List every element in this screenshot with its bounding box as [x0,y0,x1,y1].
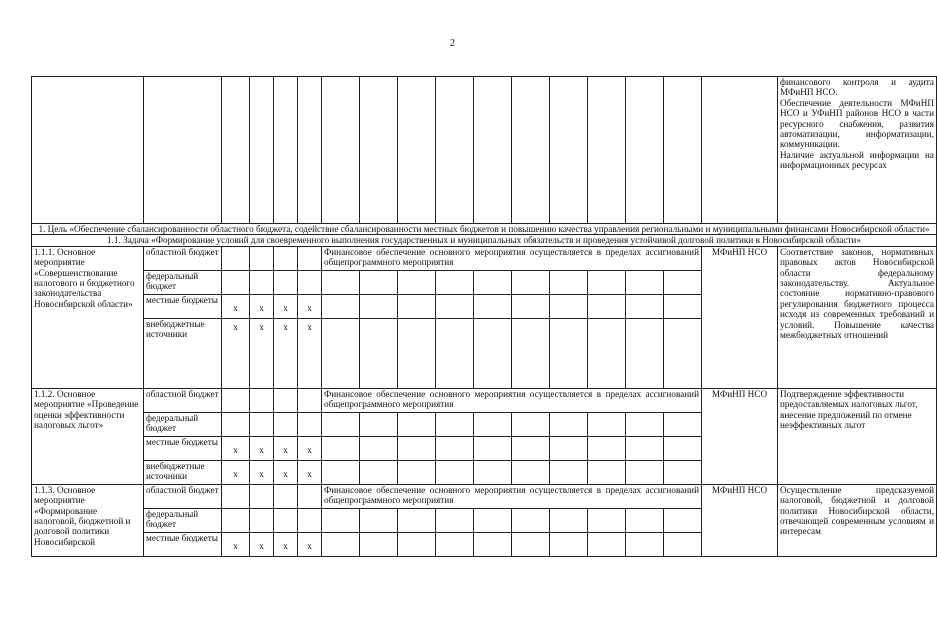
empty-cell [322,436,360,460]
empty-cell [360,436,398,460]
empty-cell [222,77,250,224]
empty-cell [550,532,588,556]
activity-row [32,484,937,508]
empty-cell [322,77,360,224]
funding-source: федеральный бюджет [144,412,222,436]
funding-source: местные бюджеты [144,532,222,556]
funding-note: Финансовое обеспечение основного мероприятия осуществляется в пределах ассигнований общепрограммного мероприятия [322,388,702,412]
empty-cell [664,460,702,484]
empty-cell [398,532,436,556]
mark-cell: x [222,318,250,388]
activity-name: 1.1.3. Основное мероприятие «Формирование налоговой, бюджетной и долговой политики Новосибирской [32,484,144,556]
empty-cell [512,508,550,532]
empty-cell [436,436,474,460]
mark-cell: x [222,294,250,318]
mark-cell: x [222,532,250,556]
funding-note: Финансовое обеспечение основного мероприятия осуществляется в пределах ассигнований общепрограммного мероприятия [322,484,702,508]
empty-cell [32,77,144,224]
empty-cell [474,508,512,532]
empty-cell [436,318,474,388]
funding-source: внебюджетные источники [144,460,222,484]
activity-name: 1.1.2. Основное мероприятие «Проведение оценки эффективности налоговых льгот» [32,388,144,484]
executor: МФиНП НСО [702,484,778,556]
funding-note: Финансовое обеспечение основного мероприятия осуществляется в пределах ассигнований общепрограммного мероприятия [322,246,702,270]
empty-cell [550,294,588,318]
empty-cell [398,436,436,460]
goal-text: 1. Цель «Обеспечение сбалансированности областного бюджета, содействие сбалансированности местных бюджетов и повышению качества управления региональными и муниципальными финансами Новосибирской области» [32,224,937,235]
mark-cell [222,270,250,294]
mark-cell [274,246,298,270]
empty-cell [626,294,664,318]
funding-source: областной бюджет [144,246,222,270]
executor: МФиНП НСО [702,246,778,388]
mark-cell [222,412,250,436]
empty-cell [436,412,474,436]
empty-cell [474,436,512,460]
mark-cell: x [250,294,274,318]
executor: МФиНП НСО [702,388,778,484]
empty-cell [322,508,360,532]
empty-cell [398,412,436,436]
mark-cell [222,508,250,532]
goal-row [32,224,937,235]
expected-result: Осуществление предсказуемой налоговой, бюджетной и долговой политики Новосибирской области, отвечающей современным условиям и интересам [778,484,937,556]
mark-cell [298,412,322,436]
mark-cell: x [298,294,322,318]
empty-cell [474,532,512,556]
empty-cell [626,460,664,484]
mark-cell [274,270,298,294]
empty-cell [626,77,664,224]
empty-cell [474,460,512,484]
empty-cell [398,318,436,388]
empty-cell [550,508,588,532]
mark-cell [250,412,274,436]
empty-cell [474,294,512,318]
funding-source: местные бюджеты [144,436,222,460]
empty-cell [664,77,702,224]
empty-cell [322,270,360,294]
empty-cell [398,77,436,224]
mark-cell: x [274,460,298,484]
empty-cell [512,294,550,318]
empty-cell [360,318,398,388]
empty-cell [398,270,436,294]
empty-cell [588,77,626,224]
expected-result: Соответствие законов, нормативных правовых актов Новосибирской области федеральному законодательству. Актуальное состояние нормативно-правового регулирования бюджетного процесса исходя из современных требований и условий. Повышение качества межбюджетных отношений [778,246,937,388]
mark-cell: x [222,436,250,460]
empty-cell [664,412,702,436]
funding-source: федеральный бюджет [144,508,222,532]
empty-cell [436,77,474,224]
empty-cell [588,318,626,388]
activity-name: 1.1.1. Основное мероприятие «Совершенствование налогового и бюджетного законодательства Новосибирской области» [32,246,144,388]
empty-cell [512,270,550,294]
empty-cell [322,294,360,318]
empty-cell [626,436,664,460]
empty-cell [474,270,512,294]
mark-cell: x [274,294,298,318]
empty-cell [436,532,474,556]
empty-cell [322,460,360,484]
empty-cell [626,270,664,294]
mark-cell [222,484,250,508]
mark-cell: x [250,436,274,460]
mark-cell [274,508,298,532]
empty-cell [474,412,512,436]
empty-cell [436,460,474,484]
empty-cell [588,436,626,460]
funding-source: областной бюджет [144,388,222,412]
empty-cell [474,77,512,224]
activity-row [32,388,937,412]
mark-cell [274,484,298,508]
empty-cell [702,77,778,224]
empty-cell [626,318,664,388]
empty-cell [512,532,550,556]
empty-cell [664,270,702,294]
empty-cell [550,412,588,436]
expected-result: Подтверждение эффективности предоставляемых налоговых льгот, внесение предложений по отмене неэффективных льгот [778,388,937,484]
mark-cell: x [274,532,298,556]
empty-cell [250,77,274,224]
mark-cell: x [274,436,298,460]
mark-cell: x [250,460,274,484]
mark-cell [298,246,322,270]
mark-cell: x [298,436,322,460]
mark-cell: x [222,460,250,484]
empty-cell [588,270,626,294]
mark-cell: x [298,460,322,484]
empty-cell [550,460,588,484]
empty-cell [588,294,626,318]
empty-cell [664,318,702,388]
empty-cell [512,318,550,388]
mark-cell: x [250,532,274,556]
mark-cell [222,388,250,412]
empty-cell [436,508,474,532]
empty-cell [436,294,474,318]
empty-cell [322,318,360,388]
activity-row [32,246,937,270]
empty-cell [664,532,702,556]
empty-cell [322,532,360,556]
empty-cell [550,436,588,460]
funding-source: местные бюджеты [144,294,222,318]
funding-source: федеральный бюджет [144,270,222,294]
empty-cell [398,460,436,484]
mark-cell [298,484,322,508]
mark-cell: x [298,532,322,556]
empty-cell [360,508,398,532]
empty-cell [474,318,512,388]
empty-cell [360,412,398,436]
mark-cell [274,412,298,436]
empty-cell [512,436,550,460]
mark-cell [298,270,322,294]
mark-cell [274,388,298,412]
empty-cell [398,294,436,318]
empty-cell [626,508,664,532]
empty-cell [436,270,474,294]
empty-cell [360,294,398,318]
empty-cell [144,77,222,224]
mark-cell: x [274,318,298,388]
empty-cell [664,294,702,318]
mark-cell [250,246,274,270]
result-line: Обеспечение деятельности МФиНП НСО и УФиНП районов НСО в части ресурсного снабжения, развития автоматизации, информатизации, коммуникации. [780,97,934,150]
empty-cell [588,412,626,436]
empty-cell [360,532,398,556]
result-line: финансового контроля и аудита МФиНП НСО. [780,77,934,98]
result-line: Наличие актуальной информации на информационных ресурсах [780,149,934,171]
continuation-row [32,77,937,224]
mark-cell [250,270,274,294]
empty-cell [550,318,588,388]
empty-cell [512,77,550,224]
mark-cell [222,246,250,270]
empty-cell [588,460,626,484]
funding-source: внебюджетные источники [144,318,222,388]
empty-cell [550,77,588,224]
empty-cell [512,460,550,484]
empty-cell [298,77,322,224]
page-number: 2 [450,38,455,49]
funding-source: областной бюджет [144,484,222,508]
task-row [32,235,937,246]
empty-cell [588,532,626,556]
mark-cell: x [298,318,322,388]
mark-cell [298,388,322,412]
empty-cell [626,532,664,556]
empty-cell [664,436,702,460]
result-cell [778,77,937,224]
empty-cell [398,508,436,532]
empty-cell [512,412,550,436]
mark-cell: x [250,318,274,388]
empty-cell [322,412,360,436]
mark-cell [250,484,274,508]
empty-cell [550,270,588,294]
empty-cell [626,412,664,436]
task-text: 1.1. Задача «Формирование условий для своевременного выполнения государственных и муниципальных обязательств и проведения устойчивой долговой политики в Новосибирской области» [32,235,937,246]
empty-cell [664,508,702,532]
mark-cell [298,508,322,532]
empty-cell [360,270,398,294]
program-activities-table [31,76,937,557]
empty-cell [360,77,398,224]
empty-cell [274,77,298,224]
empty-cell [360,460,398,484]
empty-cell [588,508,626,532]
mark-cell [250,508,274,532]
mark-cell [250,388,274,412]
